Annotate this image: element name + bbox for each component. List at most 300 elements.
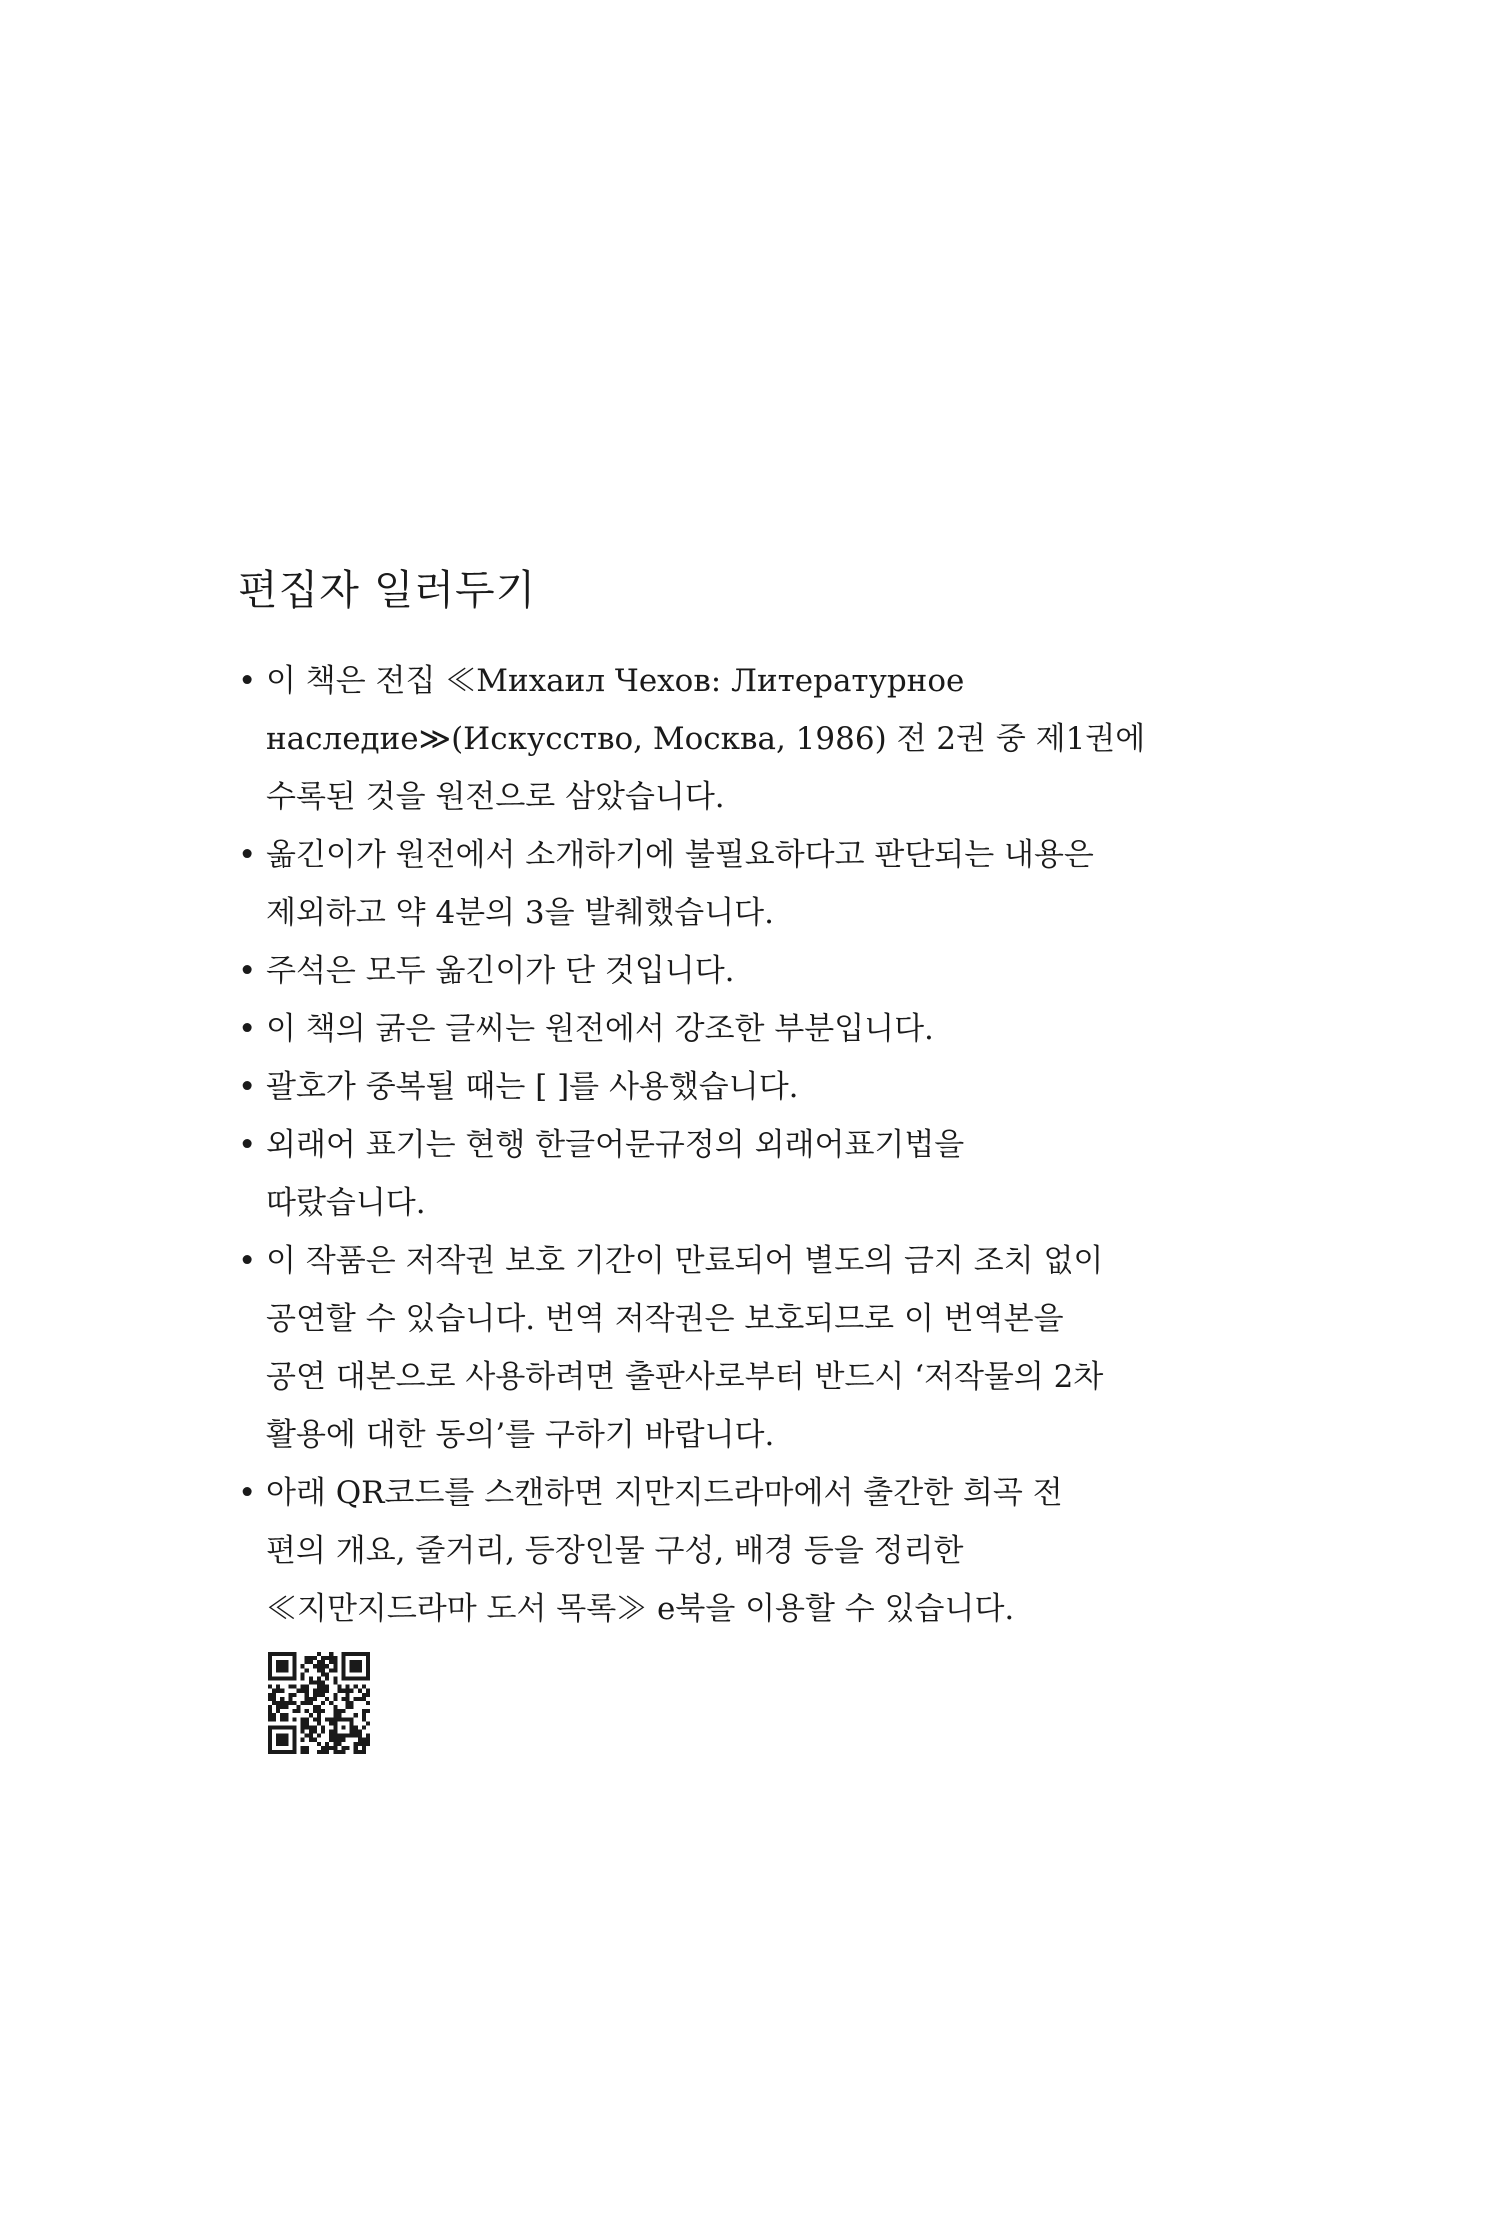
qr-module (333, 1668, 337, 1672)
qr-module (305, 1750, 309, 1754)
qr-module (309, 1681, 313, 1685)
qr-module (341, 1660, 345, 1664)
qr-module (341, 1697, 345, 1701)
qr-module (268, 1693, 272, 1697)
qr-module (358, 1742, 362, 1746)
note-item (238, 1058, 1238, 1116)
qr-module (333, 1660, 337, 1664)
qr-module (305, 1689, 309, 1693)
qr-module (317, 1705, 321, 1709)
qr-module (321, 1681, 325, 1685)
qr-module (276, 1701, 280, 1705)
qr-module (317, 1721, 321, 1725)
qr-module (288, 1701, 292, 1705)
qr-module (288, 1685, 292, 1689)
qr-module (305, 1693, 309, 1697)
qr-module (325, 1676, 329, 1680)
qr-module (284, 1676, 288, 1680)
qr-module (276, 1660, 280, 1664)
qr-module (313, 1738, 317, 1742)
qr-module (288, 1693, 292, 1697)
qr-module (301, 1730, 305, 1734)
qr-module (350, 1664, 354, 1668)
qr-module (268, 1717, 272, 1721)
qr-module (292, 1738, 296, 1742)
qr-module (309, 1738, 313, 1742)
qr-module (268, 1685, 272, 1689)
qr-module (362, 1742, 366, 1746)
qr-module (325, 1717, 329, 1721)
qr-module (276, 1738, 280, 1742)
qr-module (350, 1721, 354, 1725)
qr-module (354, 1668, 358, 1672)
qr-module (317, 1664, 321, 1668)
qr-module (333, 1713, 337, 1717)
qr-module (346, 1734, 350, 1738)
qr-module (313, 1689, 317, 1693)
qr-module (325, 1656, 329, 1660)
qr-module (292, 1685, 296, 1689)
qr-module (341, 1689, 345, 1693)
qr-module (292, 1725, 296, 1729)
qr-module (350, 1725, 354, 1729)
qr-module (268, 1730, 272, 1734)
qr-module (362, 1676, 366, 1680)
qr-module (325, 1742, 329, 1746)
qr-module (354, 1664, 358, 1668)
qr-module (354, 1660, 358, 1664)
qr-module (317, 1660, 321, 1664)
qr-module (358, 1697, 362, 1701)
qr-module (337, 1709, 341, 1713)
note-line: 이 책은 전집 ≪Михаил Чехов: Литературное (266, 663, 965, 699)
qr-module (276, 1689, 280, 1693)
qr-module (268, 1697, 272, 1701)
qr-module (358, 1652, 362, 1656)
note-item (238, 1464, 1238, 1638)
qr-module (366, 1668, 370, 1672)
qr-module (284, 1660, 288, 1664)
qr-module (350, 1689, 354, 1693)
qr-module (305, 1717, 309, 1721)
note-line: 따랐습니다. (266, 1185, 426, 1221)
note-line: 수록된 것을 원전으로 삼았습니다. (266, 779, 725, 815)
qr-module (272, 1725, 276, 1729)
qr-module (333, 1750, 337, 1754)
qr-module (268, 1705, 272, 1709)
qr-module (350, 1705, 354, 1709)
qr-module (346, 1685, 350, 1689)
qr-module (268, 1734, 272, 1738)
qr-module (333, 1738, 337, 1742)
qr-module (358, 1664, 362, 1668)
qr-module (321, 1701, 325, 1705)
qr-module (362, 1693, 366, 1697)
qr-module (268, 1709, 272, 1713)
qr-module (366, 1689, 370, 1693)
qr-module (329, 1730, 333, 1734)
qr-module (333, 1705, 337, 1709)
qr-module (280, 1701, 284, 1705)
qr-module (350, 1668, 354, 1672)
qr-module (313, 1730, 317, 1734)
qr-module (292, 1660, 296, 1664)
qr-code-icon (268, 1652, 370, 1754)
qr-module (341, 1734, 345, 1738)
qr-module (276, 1742, 280, 1746)
qr-module (337, 1685, 341, 1689)
qr-module (284, 1705, 288, 1709)
note-line: 제외하고 약 4분의 3을 발췌했습니다. (266, 895, 774, 931)
qr-module (284, 1664, 288, 1668)
note-line: 주석은 모두 옮긴이가 단 것입니다. (266, 953, 735, 989)
note-line: 이 책의 굵은 글씨는 원전에서 강조한 부분입니다. (266, 1011, 934, 1047)
qr-module (276, 1705, 280, 1709)
qr-module (313, 1717, 317, 1721)
qr-module (358, 1738, 362, 1742)
qr-module (366, 1693, 370, 1697)
qr-module (313, 1709, 317, 1713)
qr-module (268, 1676, 272, 1680)
qr-module (341, 1656, 345, 1660)
qr-module (341, 1672, 345, 1676)
qr-module (329, 1734, 333, 1738)
qr-module (354, 1725, 358, 1729)
qr-module (321, 1660, 325, 1664)
qr-module (366, 1660, 370, 1664)
qr-module (317, 1717, 321, 1721)
qr-module (284, 1713, 288, 1717)
qr-module (305, 1725, 309, 1729)
qr-module (358, 1660, 362, 1664)
qr-module (284, 1725, 288, 1729)
qr-module (329, 1668, 333, 1672)
qr-module (313, 1725, 317, 1729)
qr-module (305, 1746, 309, 1750)
qr-module (297, 1689, 301, 1693)
qr-module (346, 1697, 350, 1701)
qr-module (309, 1676, 313, 1680)
qr-module (305, 1685, 309, 1689)
qr-module (366, 1672, 370, 1676)
qr-module (313, 1693, 317, 1697)
qr-module (358, 1689, 362, 1693)
qr-module (354, 1730, 358, 1734)
qr-module (333, 1746, 337, 1750)
qr-module (329, 1660, 333, 1664)
qr-module (325, 1697, 329, 1701)
qr-module (313, 1664, 317, 1668)
qr-module (276, 1709, 280, 1713)
qr-module (301, 1717, 305, 1721)
bullet-icon: • (238, 1069, 257, 1105)
qr-module (341, 1750, 345, 1754)
qr-module (354, 1746, 358, 1750)
qr-module (317, 1742, 321, 1746)
qr-module (301, 1750, 305, 1754)
qr-module (309, 1697, 313, 1701)
qr-module (305, 1721, 309, 1725)
qr-module (321, 1730, 325, 1734)
qr-module (297, 1709, 301, 1713)
qr-module (317, 1750, 321, 1754)
qr-module (268, 1746, 272, 1750)
qr-module (268, 1738, 272, 1742)
qr-module (366, 1664, 370, 1668)
qr-module (333, 1664, 337, 1668)
qr-module (329, 1701, 333, 1705)
qr-module (288, 1750, 292, 1754)
qr-module (325, 1750, 329, 1754)
qr-module (280, 1734, 284, 1738)
note-line: 공연할 수 있습니다. 번역 저작권은 보호되므로 이 번역본을 (266, 1301, 1064, 1337)
qr-module (337, 1750, 341, 1754)
qr-module (276, 1750, 280, 1754)
qr-module (280, 1664, 284, 1668)
note-item (238, 942, 1238, 1000)
qr-module (268, 1652, 272, 1656)
qr-module (292, 1693, 296, 1697)
qr-module (325, 1685, 329, 1689)
qr-module (362, 1717, 366, 1721)
qr-module (268, 1750, 272, 1754)
qr-module (321, 1750, 325, 1754)
qr-module (288, 1725, 292, 1729)
qr-module (280, 1725, 284, 1729)
qr-module (284, 1668, 288, 1672)
qr-module (284, 1717, 288, 1721)
bullet-icon: • (238, 1011, 257, 1047)
qr-module (268, 1713, 272, 1717)
qr-module (268, 1668, 272, 1672)
qr-module (366, 1734, 370, 1738)
note-line: 편의 개요, 줄거리, 등장인물 구성, 배경 등을 정리한 (266, 1533, 964, 1569)
qr-module (346, 1652, 350, 1656)
qr-module (333, 1734, 337, 1738)
qr-module (341, 1717, 345, 1721)
qr-module (321, 1746, 325, 1750)
qr-module (321, 1668, 325, 1672)
qr-module (280, 1705, 284, 1709)
qr-module (301, 1664, 305, 1668)
qr-module (362, 1652, 366, 1656)
qr-module (301, 1738, 305, 1742)
qr-module (333, 1681, 337, 1685)
qr-module (292, 1734, 296, 1738)
qr-module (321, 1672, 325, 1676)
qr-module (301, 1701, 305, 1705)
qr-module (292, 1709, 296, 1713)
qr-module (341, 1746, 345, 1750)
qr-module (333, 1693, 337, 1697)
qr-module (305, 1660, 309, 1664)
qr-module (288, 1652, 292, 1656)
qr-module (366, 1652, 370, 1656)
qr-module (317, 1713, 321, 1717)
qr-module (292, 1668, 296, 1672)
qr-module (346, 1705, 350, 1709)
qr-module (366, 1721, 370, 1725)
qr-module (337, 1734, 341, 1738)
qr-module (292, 1676, 296, 1680)
qr-module (288, 1676, 292, 1680)
bullet-icon: • (238, 953, 257, 989)
qr-module (276, 1668, 280, 1672)
qr-module (284, 1738, 288, 1742)
qr-module (333, 1717, 337, 1721)
qr-module (301, 1689, 305, 1693)
qr-module (329, 1738, 333, 1742)
qr-module (350, 1652, 354, 1656)
note-line: 옮긴이가 원전에서 소개하기에 불필요하다고 판단되는 내용은 (266, 837, 1094, 873)
qr-module (366, 1738, 370, 1742)
qr-module (301, 1721, 305, 1725)
qr-module (268, 1660, 272, 1664)
qr-module (321, 1664, 325, 1668)
bullet-icon: • (238, 663, 257, 699)
qr-module (288, 1697, 292, 1701)
qr-module (337, 1689, 341, 1693)
qr-module (309, 1725, 313, 1729)
qr-module (272, 1697, 276, 1701)
qr-module (292, 1730, 296, 1734)
qr-module (284, 1734, 288, 1738)
qr-module (272, 1713, 276, 1717)
qr-module (292, 1701, 296, 1705)
qr-module (358, 1730, 362, 1734)
qr-module (268, 1656, 272, 1660)
qr-module (346, 1689, 350, 1693)
qr-module (321, 1689, 325, 1693)
qr-module (346, 1746, 350, 1750)
qr-module (325, 1664, 329, 1668)
qr-module (317, 1693, 321, 1697)
qr-module (333, 1656, 337, 1660)
qr-module (329, 1656, 333, 1660)
qr-module (337, 1713, 341, 1717)
qr-module (292, 1664, 296, 1668)
qr-module (341, 1709, 345, 1713)
qr-module (337, 1742, 341, 1746)
qr-module (313, 1656, 317, 1660)
qr-module (341, 1738, 345, 1742)
qr-module (317, 1734, 321, 1738)
qr-module (317, 1709, 321, 1713)
qr-module (292, 1750, 296, 1754)
note-item (238, 1116, 1238, 1232)
qr-module (284, 1652, 288, 1656)
qr-module (268, 1672, 272, 1676)
note-line: 외래어 표기는 현행 한글어문규정의 외래어표기법을 (266, 1127, 965, 1163)
qr-module (317, 1685, 321, 1689)
qr-module (358, 1750, 362, 1754)
qr-module (268, 1725, 272, 1729)
note-line: 활용에 대한 동의’를 구하기 바랍니다. (266, 1417, 775, 1453)
qr-module (305, 1709, 309, 1713)
qr-module (317, 1676, 321, 1680)
qr-module (280, 1676, 284, 1680)
qr-module (354, 1652, 358, 1656)
qr-module (313, 1697, 317, 1701)
note-item (238, 652, 1238, 826)
qr-module (321, 1709, 325, 1713)
qr-module (292, 1656, 296, 1660)
qr-module (313, 1681, 317, 1685)
qr-module (341, 1664, 345, 1668)
note-line: ≪지만지드라마 도서 목록≫ e북을 이용할 수 있습니다. (266, 1591, 1015, 1627)
qr-module (366, 1742, 370, 1746)
qr-module (292, 1742, 296, 1746)
qr-module (350, 1730, 354, 1734)
qr-module (276, 1664, 280, 1668)
qr-module (333, 1676, 337, 1680)
qr-module (350, 1717, 354, 1721)
qr-module (301, 1746, 305, 1750)
notes-list (238, 652, 1238, 1638)
qr-module (292, 1672, 296, 1676)
qr-module (346, 1717, 350, 1721)
qr-module (329, 1721, 333, 1725)
qr-module (305, 1697, 309, 1701)
qr-module (305, 1734, 309, 1738)
qr-module (366, 1676, 370, 1680)
note-item (238, 1000, 1238, 1058)
qr-module (362, 1746, 366, 1750)
qr-module (297, 1705, 301, 1709)
qr-module (362, 1685, 366, 1689)
qr-module (272, 1750, 276, 1754)
qr-module (276, 1725, 280, 1729)
qr-module (325, 1672, 329, 1676)
qr-module (309, 1701, 313, 1705)
qr-module (280, 1750, 284, 1754)
qr-module (317, 1668, 321, 1672)
qr-module (350, 1701, 354, 1705)
note-item (238, 1232, 1238, 1464)
bullet-icon: • (238, 1243, 257, 1279)
qr-module (333, 1742, 337, 1746)
qr-module (362, 1725, 366, 1729)
qr-module (354, 1750, 358, 1754)
qr-module (337, 1738, 341, 1742)
qr-module (362, 1709, 366, 1713)
qr-module (362, 1713, 366, 1717)
qr-module (354, 1742, 358, 1746)
qr-module (362, 1697, 366, 1701)
qr-module (313, 1705, 317, 1709)
qr-module (309, 1656, 313, 1660)
qr-module (325, 1746, 329, 1750)
qr-module (305, 1656, 309, 1660)
qr-module (284, 1750, 288, 1754)
note-line: 괄호가 중복될 때는 [ ]를 사용했습니다. (266, 1069, 799, 1105)
qr-module (272, 1717, 276, 1721)
qr-module (333, 1697, 337, 1701)
qr-module (309, 1734, 313, 1738)
qr-module (346, 1701, 350, 1705)
qr-module (350, 1734, 354, 1738)
qr-module (272, 1676, 276, 1680)
qr-module (280, 1713, 284, 1717)
qr-module (305, 1668, 309, 1672)
qr-module (321, 1685, 325, 1689)
qr-module (354, 1713, 358, 1717)
qr-module (276, 1734, 280, 1738)
qr-module (321, 1693, 325, 1697)
qr-module (305, 1701, 309, 1705)
qr-module (358, 1668, 362, 1672)
qr-module (272, 1652, 276, 1656)
